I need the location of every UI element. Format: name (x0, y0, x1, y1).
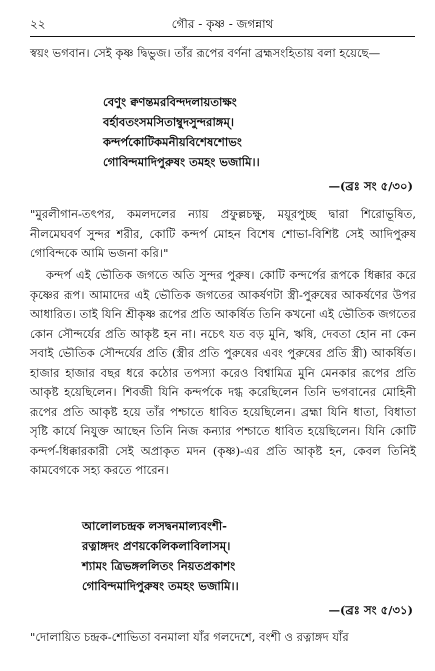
verse-1-line-3: কন্দর্পকোটিকমনীয়বিশেষশোভং (103, 135, 242, 149)
page-header (30, 14, 415, 36)
verse-1-line-4: গোবিন্দমাদিপুরুষং তমহং ভজামি।। (103, 155, 260, 169)
verse-2-line-1: আলোলচন্দ্রক লসদ্বনমাল্যবংশী- (82, 519, 227, 533)
page-number: ২২ (30, 17, 46, 31)
header-rule (30, 36, 415, 37)
verse-2-line-4: গোবিন্দমাদিপুরুষং তমহং ভজামি।। (82, 579, 239, 593)
running-title: গৌর - কৃষ্ণ - জগন্নাথ (171, 17, 274, 31)
verse-2-citation: —(ব্রঃ সং ৫/৩১) (328, 603, 413, 617)
verse-2-line-2: রত্নাঙ্গদং প্রণয়কেলিকলাবিলাসম্। (82, 539, 231, 553)
verse-1-citation: —(ব্রঃ সং ৫/৩০) (328, 179, 413, 193)
intro-paragraph: স্বয়ং ভগবান। সেই কৃষ্ণ দ্বিভুজ। তাঁর রূপের বর্ণনা ব্রহ্মসংহিতায় বলা হয়েছে— (30, 46, 381, 60)
verse-2-line-3: শ্যামং ত্রিভঙ্গললিতং নিয়তপ্রকাশং (82, 559, 236, 573)
verse-1 (103, 92, 260, 172)
translation-2: "দোলায়িত চন্দ্রক-শোভিতা বনমালা যাঁর গলদেশে, বংশী ও রত্নাঙ্গদ যাঁর (30, 630, 349, 644)
main-paragraph: কন্দর্প এই ভৌতিক জগতে অতি সুন্দর পুরুষ। কোটি কন্দর্পের রূপকে ধিক্কার করে কৃষ্ণের রূপ। আমাদের এই ভৌতিক জগতের আকর্ষণটা স্ত্রী-পুরুষের আকর্ষণের উপর আধারিত। তাই যিনি শ্রীকৃষ্ণ রূপের প্রতি আকর্ষিত তিনি কখনো এই ভৌতিক জগতের কোন সৌন্দর্যের প্রতি আকৃষ্ট হন না। নচেৎ যত বড় মুনি, ঋষি, দেবতা হোন না কেন সবাই ভৌতিক সৌন্দর্যের প্রতি (স্ত্রীর প্রতি পুরুষের এবং পুরুষের প্রতি স্ত্রী) আকর্ষিত। হাজার হাজার বছর ধরে কঠোর তপস্যা করেও বিশ্বামিত্র মুনি মেনকার রূপের প্রতি আকৃষ্ট হয়েছিলেন। শিবজী যিনি কন্দর্পকে দগ্ধ করেছিলেন তিনি ভগবানের মোহিনী রূপের প্রতি আকৃষ্ট হয়ে তাঁর পশ্চাতে ধাবিত হয়েছিলেন। ব্রহ্মা যিনি ধাতা, বিধাতা সৃষ্টি কার্যে নিযুক্ত আছেন তিনি নিজ কন্যার পশ্চাতে ধাবিত হয়েছিলেন। যিনি কোটি কন্দর্প-ধিক্কারকারী সেই অপ্রাকৃত মদন (কৃষ্ণ)-এর প্রতি আকৃষ্ট হন, কেবল তিনিই কামবেগকে সহ্য করতে পারেন। (30, 268, 416, 477)
verse-1-line-1: বেণুং ক্বণন্তমরবিন্দদলায়তাক্ষং (103, 95, 237, 109)
verse-1-line-2: বর্হাবতংসমসিতাম্বুদসুন্দরাঙ্গম্। (103, 115, 235, 129)
verse-2 (82, 516, 239, 596)
translation-1: "মুরলীগান-তৎপর, কমলদলের ন্যায় প্রফুল্লচক্ষু, ময়ূরপুচ্ছ দ্বারা শিরোভূষিত, নীলমেঘবর্ণ সুন্দর শরীর, কোটি কন্দর্প মোহন বিশেষ শোভা-বিশিষ্ট সেই আদিপুরুষ গোবিন্দকে আমি ভজনা করি।" (30, 207, 416, 260)
